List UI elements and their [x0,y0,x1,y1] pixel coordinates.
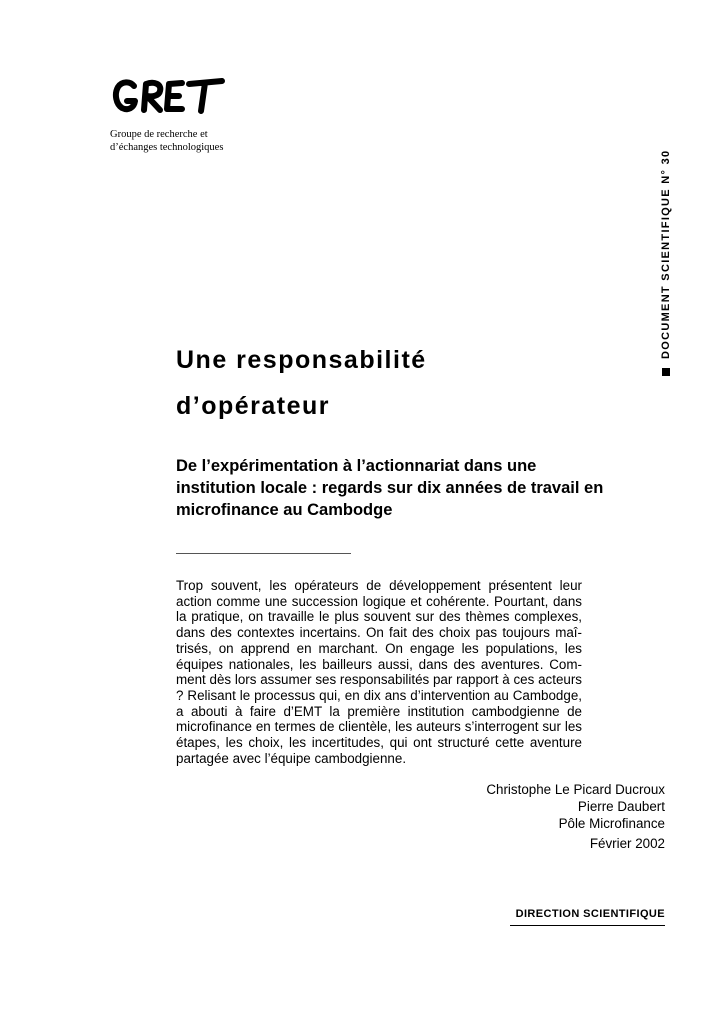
subtitle-line2: institution locale : regards sur dix années de travail en [176,479,604,497]
title-line2: d’opérateur [176,392,331,420]
publication-date: Février 2002 [589,836,665,851]
footer-rule [510,925,665,926]
abstract-paragraph: Trop souvent, les opérateurs de développement présentent leur action comme une succession logique et cohérente. Pourtant, dans la pratique, on travaille le plus souvent sur des thèmes complexes, dans des contextes incertains. On fait des choix pas toujours maîtrisés, on apprend en marchant. On engage les populations, les équipes nationales, les bailleurs aussi, dans des aventures. Comment dès lors assumer ses responsabilités par rapport à ces acteurs ? Relisant le processus qui, en dix ans d’intervention au Cambodge, a abouti à faire d’EMT la première institution cambodgienne de microfinance en termes de clientèle, les auteurs s’interrogent sur les étapes, les choix, les incertitudes, qui ont structuré cette aventure partagée avec l’équipe cambodgienne. [176,578,582,766]
separator-rule [176,553,351,554]
title-line1: Une responsabilité [176,346,427,374]
department-name: Pôle Microfinance [558,815,665,831]
author-name: Christophe Le Picard Ducroux [486,782,665,797]
subtitle-line1: De l’expérimentation à l’actionnariat dans une [176,457,537,475]
org-name-line2: d’échanges technologiques [110,142,224,153]
document-title [176,337,427,429]
series-label [656,126,676,376]
bullet-square-icon [662,368,670,376]
gret-logo-mark [110,76,228,116]
authors-block [486,782,665,832]
gret-logo [110,76,228,116]
document-subtitle [176,455,656,521]
subtitle-line3: microfinance au Cambodge [176,501,393,519]
series-label-text: DOCUMENT SCIENTIFIQUE N° 30 [660,149,672,359]
author-name: Pierre Daubert [577,798,665,814]
org-name-line1: Groupe de recherche et [110,129,208,140]
direction-label: DIRECTION SCIENTIFIQUE [515,908,665,920]
